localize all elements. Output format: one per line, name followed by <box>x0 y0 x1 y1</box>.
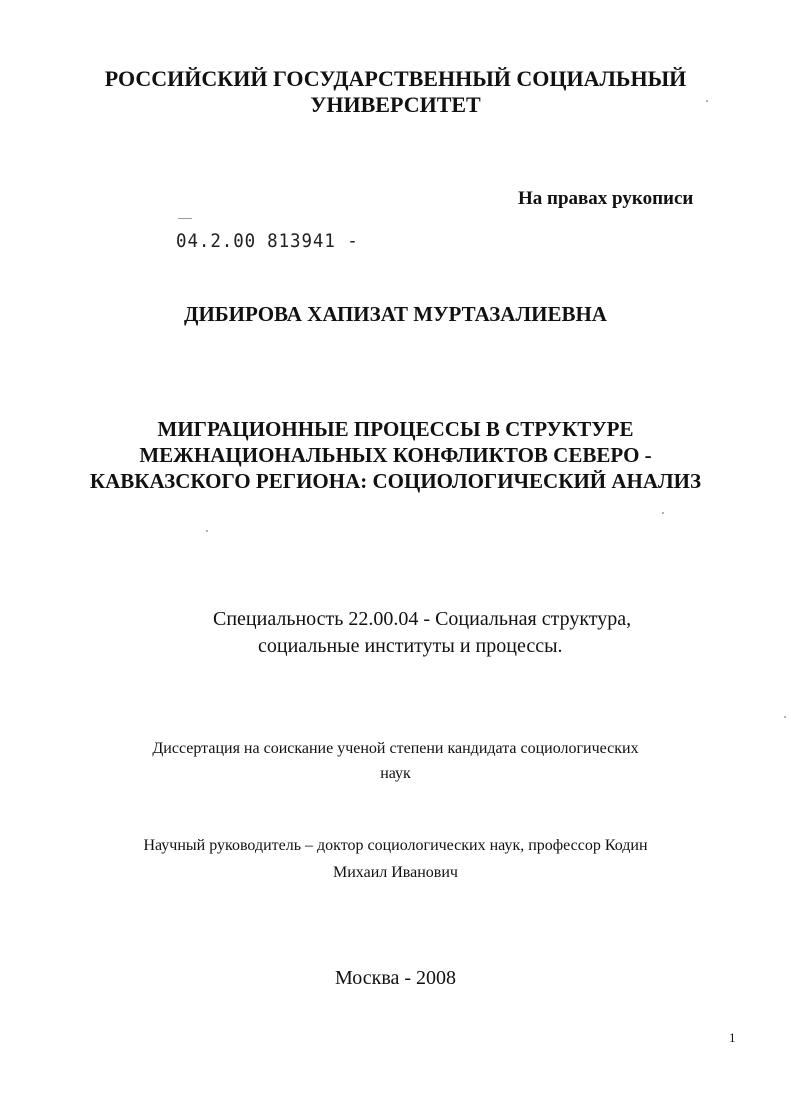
supervisor-block <box>0 832 791 886</box>
city-year: Москва - 2008 <box>334 967 457 989</box>
specialty-line-2: социальные институты и процессы. <box>258 635 563 657</box>
author-name: ДИБИРОВА ХАПИЗАТ МУРТАЗАЛИЕВНА <box>184 302 607 326</box>
stamp-code: 04.2.00 <box>176 230 257 252</box>
dissertation-line-1: Диссертация на соискание ученой степени кандидата социологических <box>152 740 639 757</box>
specialty-block <box>0 606 791 660</box>
title-line-3: КАВКАЗСКОГО РЕГИОНА: СОЦИОЛОГИЧЕСКИЙ АНАЛИЗ <box>89 469 702 493</box>
university-name <box>0 66 791 118</box>
specialty-line-1: Специальность 22.00.04 - Социальная структура, <box>213 608 632 630</box>
dissertation-note <box>0 736 791 786</box>
university-line-1: РОССИЙСКИЙ ГОСУДАРСТВЕННЫЙ СОЦИАЛЬНЫЙ <box>104 66 687 91</box>
supervisor-line-1: Научный руководитель – доктор социологических наук, профессор Кодин <box>143 837 648 854</box>
title-line-1: МИГРАЦИОННЫЕ ПРОЦЕССЫ В СТРУКТУРЕ <box>157 417 634 441</box>
scan-speck <box>178 218 192 219</box>
scan-speck <box>784 716 786 718</box>
scan-speck <box>706 100 708 102</box>
scan-speck <box>662 512 664 514</box>
manuscript-rights-note: На правах рукописи <box>518 188 694 209</box>
dissertation-line-2: наук <box>380 765 411 782</box>
title-line-2: МЕЖНАЦИОНАЛЬНЫХ КОНФЛИКТОВ СЕВЕРО - <box>139 443 652 467</box>
university-line-2: УНИВЕРСИТЕТ <box>310 92 481 117</box>
stamp-number: 813941 <box>267 230 336 252</box>
scan-speck <box>206 530 208 532</box>
library-stamp: 04.2.00 813941 - <box>176 230 359 252</box>
page-number: 1 <box>729 1030 736 1045</box>
dissertation-title <box>0 416 791 494</box>
supervisor-line-2: Михаил Иванович <box>333 864 458 881</box>
